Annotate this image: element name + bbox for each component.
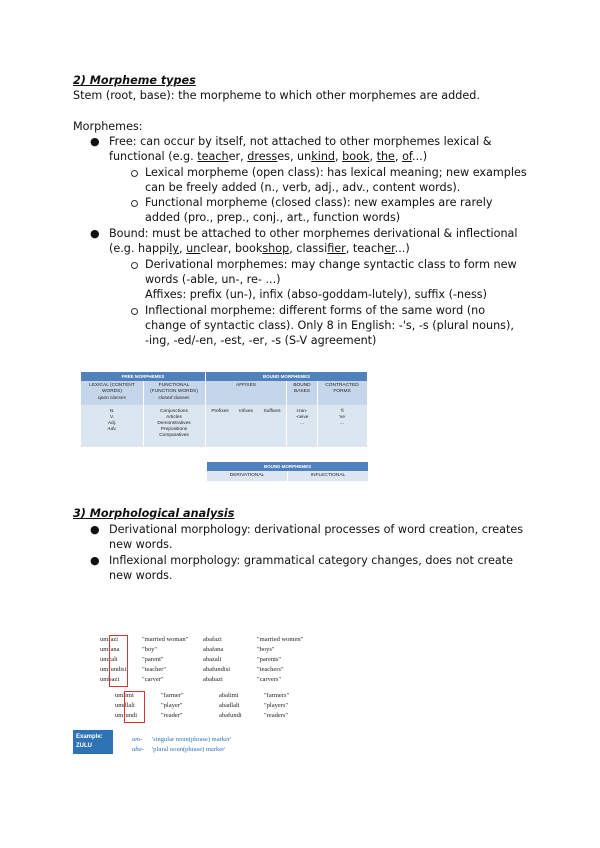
divider [317, 381, 318, 447]
zulu-gloss: "player" [161, 702, 183, 709]
lex-item: V. [109, 415, 115, 420]
derivational-cell: DERIVATIONAL [229, 473, 265, 478]
underlined: kind [311, 150, 336, 163]
bound-bases-heading: BOUND BASES [293, 383, 311, 394]
text: , [179, 242, 187, 255]
text: functional (e.g. [109, 150, 198, 163]
zulu-plural-gloss: "married women" [257, 636, 304, 643]
func-item: Comparatives [159, 433, 189, 438]
lex-item: N. [109, 409, 115, 414]
underlined: un [186, 242, 201, 255]
zulu-label: ZULU [76, 743, 92, 749]
underlined: the [376, 150, 395, 163]
base-item: -ceive [295, 415, 309, 420]
free-line-1: Free: can occur by itself, not attached to other morphemes lexical & [109, 135, 492, 148]
divider [143, 381, 144, 447]
zulu-word: umlimi [115, 692, 134, 699]
infl-morph-line-2: new words. [109, 569, 173, 582]
zulu-plural-gloss: "boys" [257, 646, 275, 653]
zulu-gloss: "reader" [161, 712, 183, 719]
func-item: Prepositions [160, 427, 188, 432]
underlined: fier [327, 242, 346, 255]
prefixes: Prefixes [211, 409, 229, 414]
section-3-title: 3) Morphological analysis [73, 507, 235, 520]
functional-sub: closed classes [158, 396, 190, 401]
divider [205, 381, 206, 447]
infl-morph-line-1: Inflexional morphology: grammatical category changes, does not create [109, 554, 513, 567]
zulu-gloss: "farmer" [161, 692, 184, 699]
affixes-line: Affixes: prefix (un-), infix (abso-goddam-lutely), suffix (-ness) [145, 288, 487, 301]
zulu-plural-gloss: "carvers" [257, 676, 282, 683]
bullet-dot: ● [90, 227, 100, 240]
bound-morphemes-header: BOUND MORPHEMES [206, 372, 367, 381]
deriv-morph-line-2: new words. [109, 538, 173, 551]
underlined: book [342, 150, 370, 163]
inflectional-line-1: Inflectional morpheme: different forms of the same word (no [145, 304, 486, 317]
derivational-line-1: Derivational morphemes: may change syntactic class to form new [145, 258, 517, 271]
zulu-word: umfundisi [100, 666, 127, 673]
affixes-heading: AFFIXES [236, 383, 256, 388]
zulu-word: umfazi [100, 636, 119, 643]
zulu-word: umfundi [115, 712, 138, 719]
aba-description: 'plural noun(phrase) marker' [152, 746, 226, 753]
func-item: Demonstratives [157, 421, 191, 426]
zulu-gloss: "carver" [142, 676, 164, 683]
base-item: ... [300, 421, 304, 426]
contr-item: ... [340, 421, 344, 426]
text: , teach [345, 242, 385, 255]
example-label: Example: [76, 734, 103, 740]
zulu-plural: abafundi [219, 712, 242, 719]
um-description: 'singular noun(phrase) marker' [152, 736, 232, 743]
contr-item: 'll [340, 409, 344, 414]
infixes: Infixes [239, 409, 253, 414]
zulu-plural: ababazi [203, 676, 223, 683]
bullet-dot: ● [90, 523, 100, 536]
zulu-plural-gloss: "farmers" [264, 692, 290, 699]
um-prefix: um- [132, 736, 143, 743]
zulu-word: umdlali [115, 702, 135, 709]
zulu-gloss: "boy" [142, 646, 158, 653]
zulu-word: umzali [100, 656, 118, 663]
underlined: er [384, 242, 395, 255]
zulu-plural: abafana [203, 646, 224, 653]
lex-item: Adj. [107, 421, 117, 426]
zulu-plural-gloss: "teachers" [257, 666, 284, 673]
func-item: Articles [166, 415, 182, 420]
suffixes: Suffixes [263, 409, 281, 414]
bound-line-1: Bound: must be attached to other morphemes derivational & inflectional [109, 227, 518, 240]
aba-prefix: aba- [132, 746, 144, 753]
lexical-heading: LEXICAL (CONTENT WORDS) [89, 383, 135, 394]
underlined: teach [197, 150, 229, 163]
functional-line-2: added (pro., prep., conj., art., function words) [145, 211, 401, 224]
bullet-dot: ● [90, 554, 100, 567]
deriv-morph-line-1: Derivational morphology: derivational processes of word creation, creates [109, 523, 524, 536]
bound-line-2 [109, 241, 410, 256]
lex-item: Adv. [107, 427, 117, 432]
stem-highlight-box [109, 635, 128, 687]
text: clear, book [200, 242, 263, 255]
stem-highlight-box [124, 691, 145, 723]
zulu-plural-gloss: "parents" [257, 656, 282, 663]
zulu-word: umbazi [100, 676, 120, 683]
stem-definition: Stem (root, base): the morpheme to which other morphemes are added. [73, 89, 480, 102]
free-line-2 [109, 149, 427, 164]
zulu-plural-gloss: "readers" [264, 712, 289, 719]
zulu-gloss: "parent" [142, 656, 164, 663]
zulu-gloss: "teacher" [142, 666, 167, 673]
divider [286, 381, 287, 447]
sub-bullet [131, 262, 138, 269]
zulu-word: umfana [100, 646, 120, 653]
morphemes-heading: Morphemes: [73, 120, 143, 133]
text: , [335, 150, 343, 163]
underlined: of [402, 150, 413, 163]
contr-item: 've [339, 415, 345, 420]
inflectional-line-3: -ing, -ed/-en, -est, -er, -s (S-V agreement) [145, 334, 377, 347]
text: es, un [277, 150, 312, 163]
inflectional-line-2: change of syntactic class). Only 8 in English: -'s, -s (plural nouns), [145, 319, 514, 332]
zulu-plural: abafazi [203, 636, 222, 643]
zulu-plural-gloss: "players" [264, 702, 289, 709]
zulu-plural: abazali [203, 656, 222, 663]
underlined: dress [247, 150, 278, 163]
sub-bullet [131, 170, 138, 177]
text: (e.g. happi [109, 242, 170, 255]
section-2-title: 2) Morpheme types [73, 74, 196, 87]
example-label-box [73, 730, 113, 754]
base-item: cran- [296, 409, 308, 414]
derivational-line-2: words (-able, un-, re- ...) [145, 273, 281, 286]
bullet-dot: ● [90, 135, 100, 148]
text: ...) [412, 150, 428, 163]
functional-heading: FUNCTIONAL (FUNCTION WORDS) [150, 383, 198, 394]
functional-line-1: Functional morpheme (closed class): new examples are rarely [145, 196, 493, 209]
text: , [394, 150, 403, 163]
text: er, [228, 150, 248, 163]
bound-morphemes-header-2: BOUND MORPHEMES [207, 462, 368, 471]
lexical-line-2: can be freely added (n., verb, adj., adv., content words). [145, 181, 461, 194]
sub-bullet [131, 308, 138, 315]
lexical-sub: open classes [98, 396, 126, 401]
inflectional-cell: INFLECTIONAL [310, 473, 346, 478]
free-morphemes-header: FREE MORPHEMES [81, 372, 205, 381]
lexical-line-1: Lexical morpheme (open class): has lexical meaning; new examples [145, 166, 527, 179]
zulu-plural: abalimi [219, 692, 239, 699]
func-item: Conjunctions [160, 409, 188, 414]
underlined: ly [169, 242, 180, 255]
zulu-plural: abadlali [219, 702, 240, 709]
zulu-gloss: "married woman" [142, 636, 189, 643]
text: , [369, 150, 377, 163]
sub-bullet [131, 200, 138, 207]
underlined: shop [262, 242, 290, 255]
text: , classi [289, 242, 328, 255]
contracted-heading: CONTRACTED FORMS [325, 383, 359, 394]
text: ...) [394, 242, 410, 255]
zulu-plural: abafundisi [203, 666, 231, 673]
